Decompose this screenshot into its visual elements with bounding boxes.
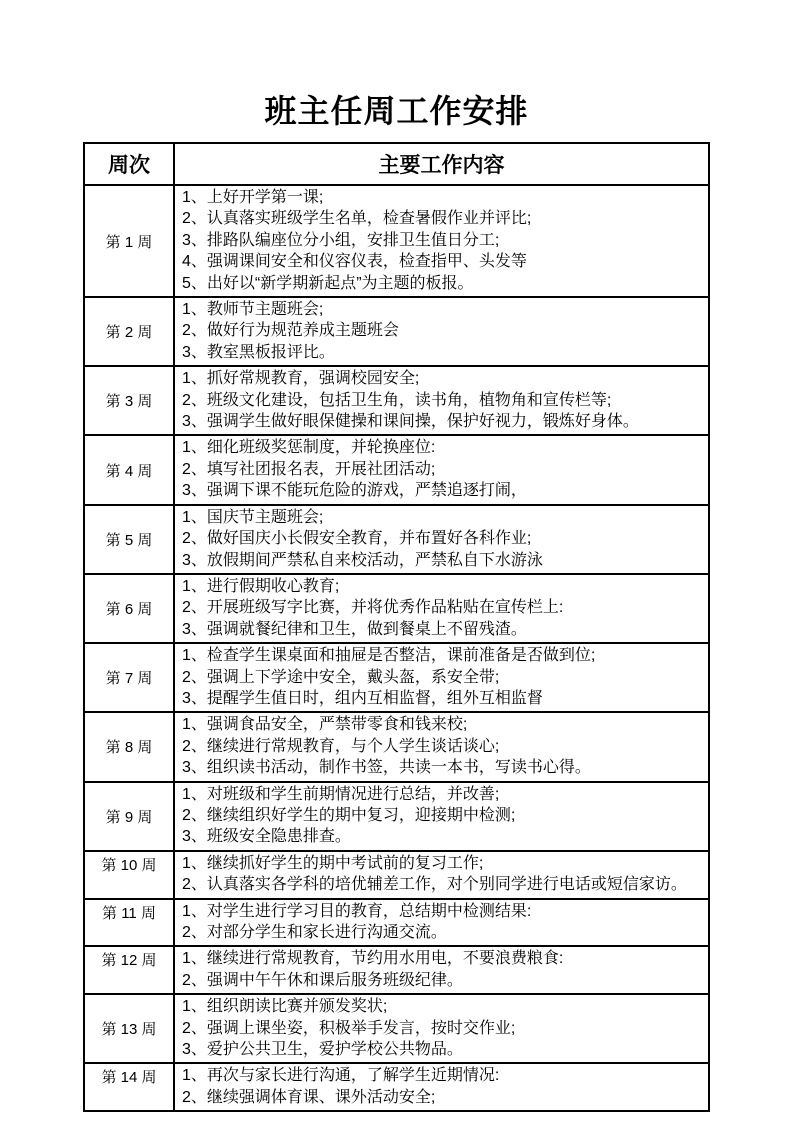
items-cell: [174, 366, 709, 435]
work-item: 1、继续进行常规教育，节约用水用电，不要浪费粮食:: [182, 950, 564, 968]
work-item: 2、强调上下学途中安全，戴头盔，系安全带;: [182, 668, 500, 686]
work-item: 3、强调学生做好眼保健操和课间操，保护好视力，锻炼好身体。: [182, 413, 639, 431]
items-cell: [174, 574, 709, 643]
header-row: [84, 143, 709, 185]
work-item: 1、强调食品安全，严禁带零食和钱来校;: [182, 716, 468, 734]
work-item: 2、继续组织好学生的期中复习，迎接期中检测;: [182, 806, 516, 824]
items-cell: [174, 899, 709, 947]
work-item: 1、继续抓好学生的期中考试前的复习工作;: [182, 854, 484, 872]
work-item: 1、上好开学第一课;: [182, 189, 324, 206]
work-item: 1、检查学生课桌面和抽屉是否整洁，课前准备是否做到位;: [182, 647, 596, 665]
week-cell: 第 1 周: [84, 185, 174, 297]
items-cell: [174, 297, 709, 366]
week-cell: 第 12 周: [84, 946, 174, 994]
table-row: [84, 643, 709, 712]
work-item: 2、对部分学生和家长进行沟通交流。: [182, 924, 447, 941]
work-item: 1、国庆节主题班会;: [182, 508, 324, 526]
items-cell: [174, 994, 709, 1063]
header-content: 主要工作内容: [174, 143, 709, 185]
week-cell: 第 6 周: [84, 574, 174, 643]
table-row: [84, 574, 709, 643]
work-item: 2、强调中午午休和课后服务班级纪律。: [182, 971, 463, 989]
work-item: 1、进行假期收心教育;: [182, 577, 340, 595]
work-item: 3、提醒学生值日时，组内互相监督，组外互相监督: [182, 689, 543, 707]
work-item: 1、教师节主题班会;: [182, 301, 324, 319]
table-row: [84, 782, 709, 851]
table-row: [84, 297, 709, 366]
schedule-table: [83, 142, 710, 1112]
items-cell: [174, 946, 709, 994]
week-cell: 第 2 周: [84, 297, 174, 366]
table-row: [84, 946, 709, 994]
work-item: 3、强调下课不能玩危险的游戏，严禁追逐打闹，: [182, 482, 527, 500]
week-cell: 第 8 周: [84, 712, 174, 781]
work-item: 2、继续进行常规教育，与个人学生谈话谈心;: [182, 737, 500, 755]
work-item: 4、强调课间安全和仪容仪表，检查指甲、头发等: [182, 253, 527, 271]
work-item: 2、填写社团报名表，开展社团活动;: [182, 460, 436, 478]
items-cell: [174, 185, 709, 297]
work-item: 5、出好以“新学期新起点”为主题的板报。: [182, 274, 474, 292]
work-item: 2、继续强调体育课、课外活动安全;: [182, 1088, 436, 1106]
work-item: 2、做好行为规范养成主题班会: [182, 322, 399, 340]
work-item: 1、抓好常规教育，强调校园安全;: [182, 370, 420, 388]
week-cell: 第 13 周: [84, 994, 174, 1063]
table-row: [84, 1063, 709, 1111]
work-item: 2、强调上课坐姿，积极举手发言，按时交作业;: [182, 1019, 516, 1037]
table-row: [84, 851, 709, 899]
items-cell: [174, 643, 709, 712]
work-item: 3、教室黑板报评比。: [182, 343, 335, 361]
week-cell: 第 7 周: [84, 643, 174, 712]
week-cell: 第 10 周: [84, 851, 174, 899]
week-cell: 第 11 周: [84, 899, 174, 947]
work-item: 3、爱护公共卫生，爱护学校公共物品。: [182, 1041, 463, 1059]
work-item: 3、放假期间严禁私自来校活动，严禁私自下水游泳: [182, 551, 543, 569]
table-body: [84, 185, 709, 1111]
work-item: 3、组织读书活动，制作书签，共读一本书，写读书心得。: [182, 759, 591, 777]
week-cell: 第 3 周: [84, 366, 174, 435]
work-item: 1、再次与家长进行沟通，了解学生近期情况:: [182, 1067, 500, 1085]
work-item: 2、认真落实班级学生名单，检查暑假作业并评比;: [182, 210, 532, 228]
table-row: [84, 366, 709, 435]
work-item: 1、对学生进行学习目的教育，总结期中检测结果:: [182, 902, 532, 920]
week-cell: 第 9 周: [84, 782, 174, 851]
items-cell: [174, 712, 709, 781]
work-item: 2、班级文化建设，包括卫生角，读书角，植物角和宣传栏等;: [182, 391, 612, 409]
items-cell: [174, 1063, 709, 1111]
table-row: [84, 505, 709, 574]
items-cell: [174, 782, 709, 851]
work-item: 2、认真落实各学科的培优辅差工作，对个别同学进行电话或短信家访。: [182, 876, 687, 894]
work-item: 1、细化班级奖惩制度，并轮换座位:: [182, 439, 436, 457]
table-row: [84, 899, 709, 947]
week-cell: 第 14 周: [84, 1063, 174, 1111]
items-cell: [174, 505, 709, 574]
table-row: [84, 994, 709, 1063]
work-item: 2、开展班级写字比赛，并将优秀作品粘贴在宣传栏上:: [182, 599, 564, 617]
work-item: 3、班级安全隐患排查。: [182, 828, 351, 846]
week-cell: 第 5 周: [84, 505, 174, 574]
table-row: [84, 435, 709, 504]
work-item: 3、排路队编座位分小组，安排卫生值日分工;: [182, 231, 500, 249]
week-cell: 第 4 周: [84, 435, 174, 504]
work-item: 2、做好国庆小长假安全教育，并布置好各科作业;: [182, 530, 532, 548]
items-cell: [174, 435, 709, 504]
items-cell: [174, 851, 709, 899]
work-item: 1、组织朗读比赛并颁发奖状;: [182, 998, 388, 1016]
table-row: [84, 185, 709, 297]
page-title: 班主任周工作安排: [264, 93, 529, 129]
table-row: [84, 712, 709, 781]
work-item: 1、对班级和学生前期情况进行总结，并改善;: [182, 785, 500, 803]
work-item: 3、强调就餐纪律和卫生，做到餐桌上不留残渣。: [182, 620, 527, 638]
header-week: 周次: [84, 143, 174, 185]
